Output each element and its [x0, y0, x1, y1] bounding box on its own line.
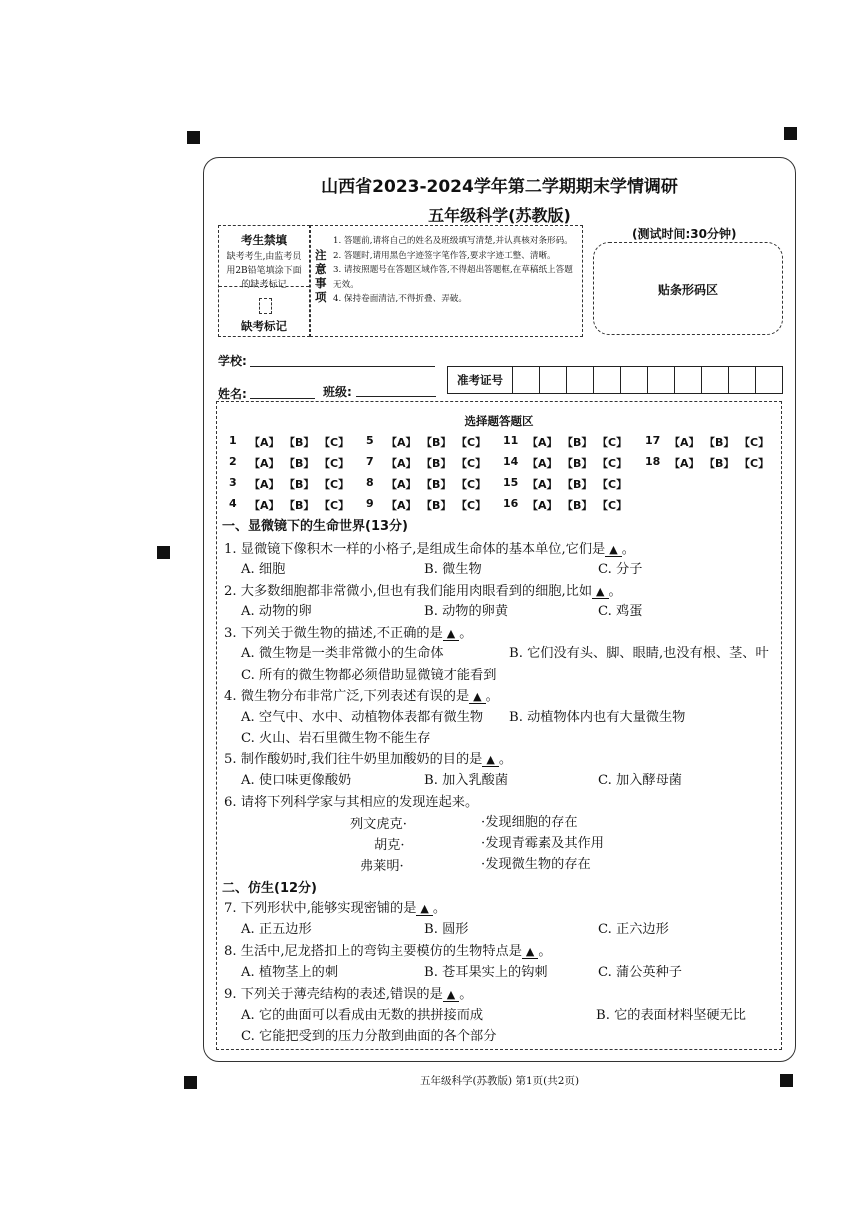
- school-label: 学校:: [218, 354, 247, 368]
- admission-digit-cell[interactable]: [594, 367, 621, 393]
- option: B. 它们没有头、脚、眼睛,也没有根、茎、叶: [509, 646, 769, 661]
- answer-bubble[interactable]: 【A】: [527, 499, 558, 512]
- answer-blank[interactable]: ▲: [416, 902, 432, 916]
- scientist-item[interactable]: 列文虎克·: [350, 817, 407, 832]
- registration-mark: [187, 131, 200, 144]
- discovery-item[interactable]: ·发现细胞的存在: [481, 815, 578, 830]
- answer-bubble[interactable]: 【B】: [284, 478, 315, 491]
- answer-bubble[interactable]: 【B】: [284, 436, 315, 449]
- answer-bubble[interactable]: 【A】: [386, 457, 417, 470]
- question-number: 4: [229, 497, 237, 510]
- answer-blank[interactable]: ▲: [592, 585, 608, 599]
- question-number: 8: [366, 476, 374, 489]
- question-8: 8. 生活中,尼龙搭扣上的弯钩主要模仿的生物特点是 ▲ 。: [224, 944, 552, 959]
- admission-digit-cell[interactable]: [621, 367, 648, 393]
- answer-bubble[interactable]: 【A】: [669, 436, 700, 449]
- answer-bubble[interactable]: 【C】: [456, 457, 487, 470]
- admission-label: 准考证号: [448, 367, 513, 393]
- option: B. 微生物: [424, 562, 482, 577]
- section-heading: 二、仿生(12分): [222, 881, 317, 896]
- answer-bubble[interactable]: 【C】: [456, 436, 487, 449]
- question-9: 9. 下列关于薄壳结构的表述,错误的是 ▲ 。: [224, 987, 473, 1002]
- name-field[interactable]: [250, 398, 315, 399]
- option: B. 加入乳酸菌: [424, 773, 509, 788]
- absent-mark-box[interactable]: [259, 298, 272, 314]
- note-item: 1. 答题前,请将自己的姓名及班级填写清楚,并认真核对条形码。: [333, 236, 573, 246]
- option: B. 圆形: [424, 922, 469, 937]
- answer-bubble[interactable]: 【B】: [562, 457, 593, 470]
- absent-mark-label: 缺考标记: [241, 319, 287, 333]
- registration-mark: [184, 1076, 197, 1089]
- answer-bubble[interactable]: 【C】: [739, 436, 770, 449]
- note-item: 3. 请按照题号在答题区域作答,不得超出答题框,在草稿纸上答题无效。: [333, 265, 573, 290]
- answer-bubble[interactable]: 【B】: [421, 436, 452, 449]
- answer-bubble[interactable]: 【C】: [456, 478, 487, 491]
- option: A. 植物茎上的刺: [241, 965, 339, 980]
- answer-bubble[interactable]: 【A】: [527, 436, 558, 449]
- answer-blank[interactable]: ▲: [522, 945, 538, 959]
- answer-bubble[interactable]: 【B】: [284, 499, 315, 512]
- notes-list: [333, 234, 576, 307]
- question-4: 4. 微生物分布非常广泛,下列表述有误的是 ▲ 。: [224, 689, 499, 704]
- notes-side-label: 注意事项: [315, 248, 327, 304]
- option: C. 蒲公英种子: [598, 965, 682, 980]
- answer-bubble[interactable]: 【B】: [421, 478, 452, 491]
- question-7: 7. 下列形状中,能够实现密铺的是 ▲ 。: [224, 901, 447, 916]
- barcode-label: 贴条形码区: [657, 283, 718, 297]
- class-field[interactable]: [356, 396, 436, 397]
- registration-mark: [157, 546, 170, 559]
- option: C. 鸡蛋: [598, 604, 643, 619]
- admission-digit-cell[interactable]: [702, 367, 729, 393]
- answer-bubble[interactable]: 【A】: [527, 457, 558, 470]
- question-number: 16: [503, 497, 519, 510]
- question-number: 11: [503, 434, 519, 447]
- option: C. 它能把受到的压力分散到曲面的各个部分: [241, 1029, 497, 1044]
- answer-bubble[interactable]: 【C】: [597, 436, 628, 449]
- question-number: 1: [229, 434, 237, 447]
- admission-digit-cell[interactable]: [513, 367, 540, 393]
- option: A. 使口味更像酸奶: [241, 773, 352, 788]
- admission-digit-cell[interactable]: [540, 367, 567, 393]
- school-field[interactable]: [250, 366, 435, 367]
- answer-bubble[interactable]: 【B】: [704, 457, 735, 470]
- option: B. 它的表面材料坚硬无比: [596, 1008, 746, 1023]
- absent-instructions: 缺考考生,由监考员用2B铅笔填涂下面的缺考标记: [226, 252, 302, 290]
- option: B. 动物的卵黄: [424, 604, 509, 619]
- answer-bubble[interactable]: 【B】: [421, 499, 452, 512]
- answer-bubble[interactable]: 【A】: [386, 478, 417, 491]
- option: B. 动植物体内也有大量微生物: [509, 710, 686, 725]
- page-title: 山西省2023-2024学年第二学期期末学情调研: [321, 177, 678, 197]
- admission-digit-cell[interactable]: [729, 367, 756, 393]
- option: C. 火山、岩石里微生物不能生存: [241, 731, 431, 746]
- admission-digit-cell[interactable]: [648, 367, 675, 393]
- answer-bubble[interactable]: 【A】: [386, 436, 417, 449]
- option: B. 苍耳果实上的钩刺: [424, 965, 548, 980]
- answer-blank[interactable]: ▲: [469, 690, 485, 704]
- answer-bubble[interactable]: 【C】: [739, 457, 770, 470]
- option: C. 所有的微生物都必须借助显微镜才能看到: [241, 668, 497, 683]
- page-footer: 五年级科学(苏教版) 第1页(共2页): [419, 1075, 580, 1087]
- answer-bubble[interactable]: 【A】: [249, 457, 280, 470]
- option: A. 它的曲面可以看成由无数的拱拼接而成: [241, 1008, 484, 1023]
- question-5: 5. 制作酸奶时,我们往牛奶里加酸奶的目的是 ▲ 。: [224, 752, 512, 767]
- option: A. 空气中、水中、动植物体表都有微生物: [241, 710, 484, 725]
- answer-bubble[interactable]: 【C】: [319, 499, 350, 512]
- option: C. 加入酵母菌: [598, 773, 682, 788]
- admission-number-grid: [447, 366, 783, 394]
- option: A. 细胞: [241, 562, 286, 577]
- discovery-item[interactable]: ·发现微生物的存在: [481, 857, 591, 872]
- answer-bubble[interactable]: 【C】: [597, 457, 628, 470]
- admission-digit-cell[interactable]: [756, 367, 782, 393]
- answer-bubble[interactable]: 【A】: [249, 436, 280, 449]
- question-number: 2: [229, 455, 237, 468]
- note-item: 2. 答题时,请用黑色字迹签字笔作答,要求字迹工整、清晰。: [333, 250, 556, 261]
- answer-blank[interactable]: ▲: [443, 988, 459, 1002]
- answer-bubble[interactable]: 【A】: [386, 499, 417, 512]
- answer-bubble[interactable]: 【B】: [284, 457, 315, 470]
- answer-bubble[interactable]: 【B】: [562, 499, 593, 512]
- scientist-item[interactable]: 胡克·: [374, 838, 405, 853]
- barcode-area: [593, 242, 783, 335]
- answer-bubble[interactable]: 【A】: [249, 499, 280, 512]
- class-label: 班级:: [323, 385, 352, 399]
- answer-blank[interactable]: ▲: [605, 543, 621, 557]
- answer-blank[interactable]: ▲: [482, 753, 498, 767]
- question-number: 15: [503, 476, 519, 489]
- discovery-item[interactable]: ·发现青霉素及其作用: [481, 836, 604, 851]
- answer-bubble[interactable]: 【B】: [562, 436, 593, 449]
- admission-digit-cell[interactable]: [567, 367, 594, 393]
- option: A. 动物的卵: [241, 604, 312, 619]
- name-label: 姓名:: [218, 387, 247, 401]
- admission-digit-cell[interactable]: [675, 367, 702, 393]
- question-6: 6. 请将下列科学家与其相应的发现连起来。: [224, 795, 479, 810]
- answer-bubble[interactable]: 【B】: [562, 478, 593, 491]
- question-number: 17: [645, 434, 661, 447]
- question-2: 2. 大多数细胞都非常微小,但也有我们能用肉眼看到的细胞,比如 ▲ 。: [224, 584, 622, 599]
- option: C. 分子: [598, 562, 643, 577]
- notes-box: [310, 225, 583, 337]
- absent-heading: 考生禁填: [241, 233, 287, 247]
- page-subtitle: 五年级科学(苏教版): [428, 206, 571, 225]
- scientist-item[interactable]: 弗莱明·: [360, 859, 404, 874]
- test-time: (测试时间:30分钟): [632, 227, 737, 241]
- answer-bubble[interactable]: 【C】: [319, 436, 350, 449]
- option: C. 正六边形: [598, 922, 669, 937]
- question-number: 14: [503, 455, 519, 468]
- absent-box: [218, 225, 310, 337]
- question-1: 1. 显微镜下像积木一样的小格子,是组成生命体的基本单位,它们是 ▲ 。: [224, 542, 635, 557]
- question-number: 3: [229, 476, 237, 489]
- choice-area-title: 选择题答题区: [464, 414, 534, 428]
- registration-mark: [784, 127, 797, 140]
- answer-bubble[interactable]: 【A】: [249, 478, 280, 491]
- option: A. 微生物是一类非常微小的生命体: [241, 646, 444, 661]
- answer-bubble[interactable]: 【A】: [669, 457, 700, 470]
- answer-bubble[interactable]: 【C】: [597, 499, 628, 512]
- question-3: 3. 下列关于微生物的描述,不正确的是 ▲ 。: [224, 626, 473, 641]
- answer-bubble[interactable]: 【C】: [456, 499, 487, 512]
- answer-bubble[interactable]: 【A】: [527, 478, 558, 491]
- question-number: 7: [366, 455, 374, 468]
- question-number: 5: [366, 434, 374, 447]
- answer-bubble[interactable]: 【C】: [319, 457, 350, 470]
- answer-bubble[interactable]: 【C】: [319, 478, 350, 491]
- divider: [219, 286, 309, 287]
- question-number: 18: [645, 455, 661, 468]
- note-item: 4. 保持卷面清洁,不得折叠、弄破。: [333, 294, 467, 304]
- answer-bubble[interactable]: 【B】: [704, 436, 735, 449]
- answer-bubble[interactable]: 【C】: [597, 478, 628, 491]
- question-number: 9: [366, 497, 374, 510]
- option: A. 正五边形: [241, 922, 312, 937]
- answer-bubble[interactable]: 【B】: [421, 457, 452, 470]
- section-heading: 一、显微镜下的生命世界(13分): [222, 519, 408, 534]
- answer-blank[interactable]: ▲: [443, 627, 459, 641]
